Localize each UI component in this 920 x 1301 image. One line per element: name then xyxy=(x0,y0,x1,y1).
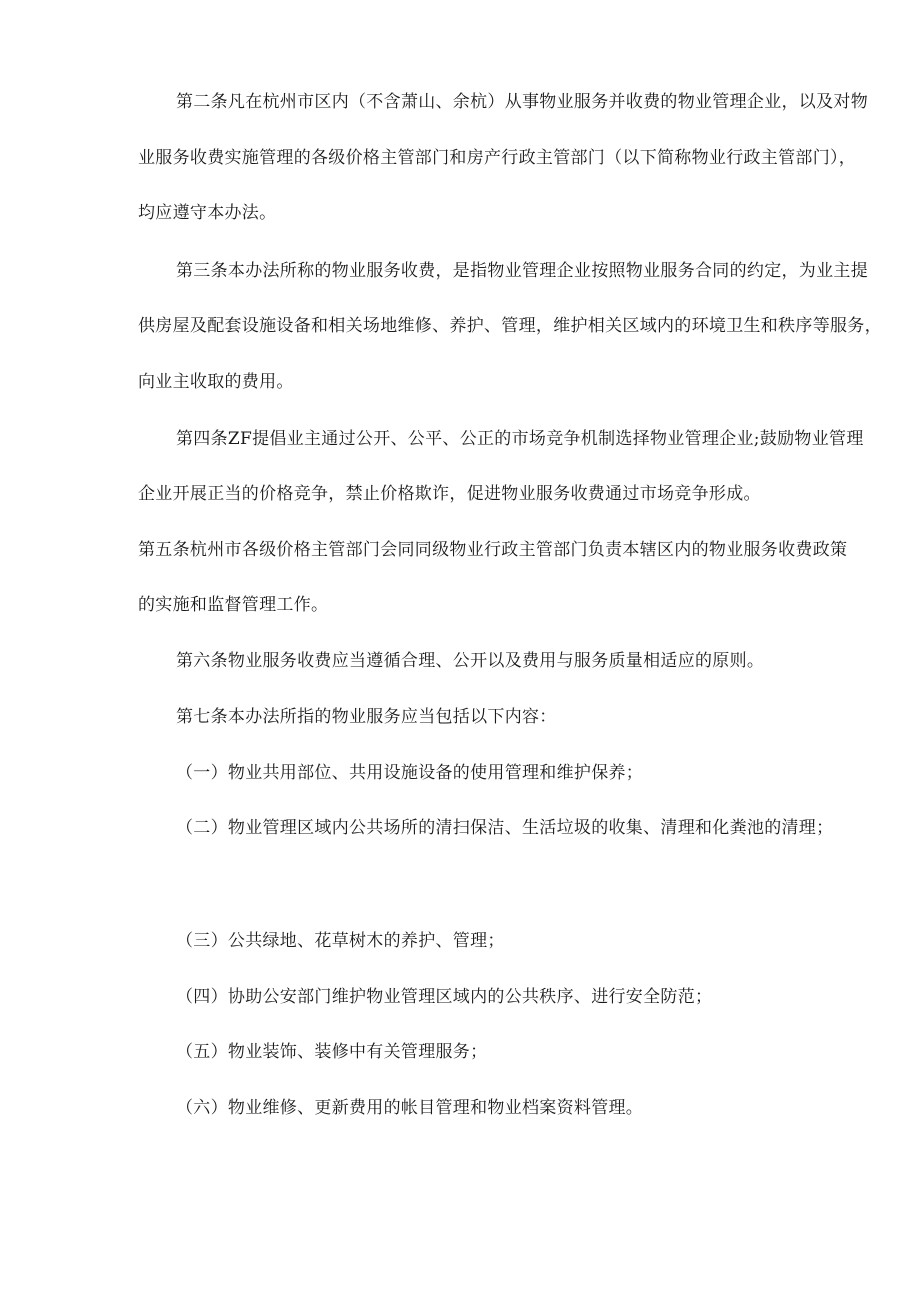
list-item-3: （三）公共绿地、花草树木的养护、管理； xyxy=(176,931,505,951)
article-2-line-3: 均应遵守本办法。 xyxy=(138,203,277,223)
article-5-line-1: 第五条杭州市各级价格主管部门会同同级物业行政主管部门负责本辖区内的物业服务收费政策 xyxy=(138,540,848,560)
article-7-line-1: 第七条本办法所指的物业服务应当包括以下内容： xyxy=(176,707,557,727)
article-3-line-3: 向业主收取的费用。 xyxy=(138,372,294,392)
article-4-line-2: 企业开展正当的价格竞争，禁止价格欺诈，促进物业服务收费通过市场竞争形成。 xyxy=(138,484,761,504)
list-item-4: （四）协助公安部门维护物业管理区域内的公共秩序、进行安全防范； xyxy=(176,987,713,1007)
article-3-line-2: 供房屋及配套设施设备和相关场地维修、养护、管理，维护相关区域内的环境卫生和秩序等服务， xyxy=(138,316,882,336)
article-6-line-1: 第六条物业服务收费应当遵循合理、公开以及费用与服务质量相适应的原则。 xyxy=(176,651,765,671)
list-item-1: （一）物业共用部位、共用设施设备的使用管理和维护保养； xyxy=(176,763,644,783)
article-2-line-1: 第二条凡在杭州市区内（不含萧山、余杭）从事物业服务并收费的物业管理企业，以及对物 xyxy=(176,92,868,112)
article-2-line-2: 业服务收费实施管理的各级价格主管部门和房产行政主管部门（以下简称物业行政主管部门）， xyxy=(138,148,857,168)
article-3-line-1: 第三条本办法所称的物业服务收费，是指物业管理企业按照物业服务合同的约定，为业主提 xyxy=(176,261,868,281)
article-5-line-2: 的实施和监督管理工作。 xyxy=(138,595,329,615)
list-item-2: （二）物业管理区域内公共场所的清扫保洁、生活垃圾的收集、清理和化粪池的清理； xyxy=(176,818,834,838)
article-4-line-1: 第四条ZF提倡业主通过公开、公平、公正的市场竞争机制选择物业管理企业;鼓励物业管理 xyxy=(176,429,864,449)
list-item-6: （六）物业维修、更新费用的帐目管理和物业档案资料管理。 xyxy=(176,1098,644,1118)
list-item-5: （五）物业装饰、装修中有关管理服务； xyxy=(176,1042,488,1062)
